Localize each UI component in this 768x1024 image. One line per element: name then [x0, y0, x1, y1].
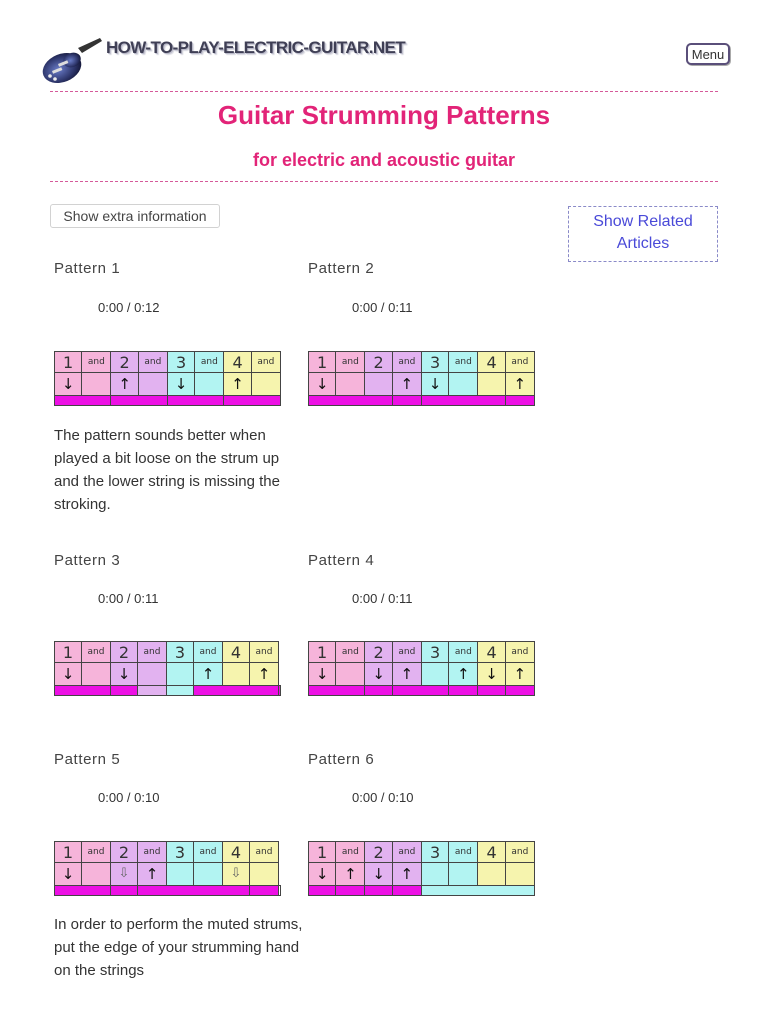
duration-bar: [55, 396, 111, 406]
duration-bar: [392, 686, 448, 696]
duration-bar: [365, 686, 392, 696]
strum-pattern-grid: [54, 841, 281, 896]
empty-stroke: [82, 373, 111, 396]
down-strum-icon: ↓: [309, 863, 336, 886]
strum-pattern-grid: [54, 641, 281, 696]
up-strum-icon: ↑: [250, 663, 279, 686]
and-label: and: [82, 352, 111, 373]
empty-stroke: [478, 373, 505, 396]
and-label: and: [336, 642, 365, 663]
pattern-label: Pattern 6: [308, 751, 375, 768]
up-strum-icon: ↑: [449, 663, 478, 686]
audio-time[interactable]: 0:00 / 0:11: [352, 300, 413, 315]
duration-bar: [55, 686, 111, 696]
down-strum-icon: ↓: [55, 863, 82, 886]
and-label: and: [505, 642, 534, 663]
up-strum-icon: ↑: [392, 663, 421, 686]
duration-bar: [138, 886, 250, 896]
beat-number: 4: [223, 842, 250, 863]
beat-number: 4: [478, 642, 505, 663]
beat-number: 3: [421, 352, 448, 373]
rest-bar: [421, 886, 534, 896]
audio-time[interactable]: 0:00 / 0:10: [98, 790, 160, 805]
beat-number: 3: [421, 642, 448, 663]
duration-bar: [111, 396, 167, 406]
duration-bar: [392, 396, 421, 406]
duration-bar: [309, 396, 393, 406]
empty-stroke: [505, 863, 534, 886]
beat-number: 4: [224, 352, 251, 373]
duration-bar: [421, 396, 505, 406]
audio-time[interactable]: 0:00 / 0:12: [98, 300, 160, 315]
empty-stroke: [82, 663, 111, 686]
and-label: and: [194, 842, 223, 863]
and-label: and: [138, 842, 167, 863]
empty-stroke: [421, 663, 448, 686]
down-strum-icon: ↓: [309, 373, 336, 396]
duration-bar: [111, 886, 138, 896]
empty-stroke: [251, 373, 280, 396]
and-label: and: [392, 642, 421, 663]
empty-stroke: [223, 663, 250, 686]
beat-number: 2: [365, 842, 392, 863]
show-extra-info-button[interactable]: Show extra information: [50, 204, 220, 228]
rest-bar: [279, 886, 281, 896]
beat-number: 3: [421, 842, 448, 863]
page-title: Guitar Strumming Patterns: [217, 100, 551, 130]
beat-number: 3: [167, 842, 194, 863]
duration-bar: [279, 686, 281, 696]
duration-bar: [309, 686, 365, 696]
down-strum-icon: ↓: [365, 663, 392, 686]
down-strum-icon: ↓: [421, 373, 448, 396]
divider-top: [50, 91, 718, 92]
and-label: and: [336, 352, 365, 373]
and-label: and: [82, 842, 111, 863]
and-label: and: [195, 352, 224, 373]
empty-stroke: [250, 863, 279, 886]
duration-bar: [194, 686, 279, 696]
duration-bar: [336, 886, 365, 896]
empty-stroke: [478, 863, 505, 886]
beat-number: 4: [478, 352, 505, 373]
pattern-label: Pattern 5: [54, 751, 121, 768]
duration-bar: [167, 396, 223, 406]
down-strum-icon: ⇩: [223, 863, 250, 886]
beat-number: 1: [55, 842, 82, 863]
beat-number: 4: [223, 642, 250, 663]
empty-stroke: [194, 863, 223, 886]
down-strum-icon: ↓: [167, 373, 194, 396]
and-label: and: [194, 642, 223, 663]
up-strum-icon: ↑: [224, 373, 251, 396]
duration-bar: [111, 686, 138, 696]
pattern-label: Pattern 2: [308, 260, 375, 277]
beat-number: 2: [365, 352, 392, 373]
empty-stroke: [449, 373, 478, 396]
down-strum-icon: ↓: [478, 663, 505, 686]
rest-bar: [138, 686, 167, 696]
empty-stroke: [138, 373, 167, 396]
beat-number: 2: [365, 642, 392, 663]
guitar-logo-icon[interactable]: [38, 36, 104, 86]
pattern-label: Pattern 4: [308, 552, 375, 569]
beat-number: 1: [55, 352, 82, 373]
empty-stroke: [421, 863, 448, 886]
beat-number: 2: [111, 642, 138, 663]
beat-number: 1: [309, 642, 336, 663]
up-strum-icon: ↑: [505, 663, 534, 686]
down-strum-icon: ↓: [309, 663, 336, 686]
up-strum-icon: ↑: [111, 373, 138, 396]
and-label: and: [505, 352, 534, 373]
empty-stroke: [82, 863, 111, 886]
and-label: and: [449, 352, 478, 373]
duration-bar: [478, 686, 505, 696]
up-strum-icon: ↑: [392, 373, 421, 396]
empty-stroke: [195, 373, 224, 396]
and-label: and: [250, 842, 279, 863]
pattern-description: The pattern sounds better when played a bit loose on the strum up and the lower string is missing the stroking.: [54, 427, 280, 513]
strum-pattern-grid: [54, 351, 281, 406]
empty-stroke: [167, 863, 194, 886]
and-label: and: [392, 352, 421, 373]
audio-time[interactable]: 0:00 / 0:11: [98, 591, 159, 606]
page-subtitle: for electric and acoustic guitar: [252, 150, 516, 170]
duration-bar: [449, 686, 478, 696]
menu-button[interactable]: Menu: [686, 43, 730, 65]
strum-pattern-grid: [308, 351, 535, 406]
up-strum-icon: ↑: [336, 863, 365, 886]
down-strum-icon: ↓: [55, 663, 82, 686]
beat-number: 2: [111, 352, 138, 373]
and-label: and: [449, 842, 478, 863]
audio-time[interactable]: 0:00 / 0:11: [352, 591, 413, 606]
and-label: and: [250, 642, 279, 663]
beat-number: 1: [55, 642, 82, 663]
duration-bar: [505, 396, 534, 406]
empty-stroke: [336, 663, 365, 686]
duration-bar: [365, 886, 392, 896]
and-label: and: [336, 842, 365, 863]
beat-number: 1: [309, 352, 336, 373]
empty-stroke: [336, 373, 365, 396]
down-strum-icon: ↓: [365, 863, 392, 886]
and-label: and: [138, 352, 167, 373]
up-strum-icon: ↑: [392, 863, 421, 886]
pattern-label: Pattern 3: [54, 552, 121, 569]
beat-number: 4: [478, 842, 505, 863]
empty-stroke: [449, 863, 478, 886]
strum-pattern-grid: [308, 841, 535, 896]
pattern-label: Pattern 1: [54, 260, 121, 277]
duration-bar: [224, 396, 281, 406]
divider-bottom: [50, 181, 718, 182]
duration-bar: [250, 886, 279, 896]
empty-stroke: [167, 663, 194, 686]
and-label: and: [251, 352, 280, 373]
duration-bar: [505, 686, 534, 696]
duration-bar: [309, 886, 336, 896]
down-strum-icon: ↓: [111, 663, 138, 686]
beat-number: 3: [167, 642, 194, 663]
beat-number: 1: [309, 842, 336, 863]
down-strum-icon: ⇩: [111, 863, 138, 886]
audio-time[interactable]: 0:00 / 0:10: [352, 790, 414, 805]
up-strum-icon: ↑: [505, 373, 534, 396]
up-strum-icon: ↑: [138, 863, 167, 886]
duration-bar: [392, 886, 421, 896]
empty-stroke: [138, 663, 167, 686]
and-label: and: [82, 642, 111, 663]
down-strum-icon: ↓: [55, 373, 82, 396]
and-label: and: [505, 842, 534, 863]
duration-bar: [55, 886, 111, 896]
empty-stroke: [365, 373, 392, 396]
beat-number: 2: [111, 842, 138, 863]
and-label: and: [449, 642, 478, 663]
pattern-description: In order to perform the muted strums, put the edge of your strumming hand on the strings: [54, 916, 303, 979]
and-label: and: [392, 842, 421, 863]
and-label: and: [138, 642, 167, 663]
site-name-logo[interactable]: HOW-TO-PLAY-ELECTRIC-GUITAR.NET: [106, 38, 406, 57]
rest-bar: [167, 686, 194, 696]
strum-pattern-grid: [308, 641, 535, 696]
beat-number: 3: [167, 352, 194, 373]
show-related-articles-button[interactable]: Show Related Articles: [568, 206, 718, 262]
up-strum-icon: ↑: [194, 663, 223, 686]
